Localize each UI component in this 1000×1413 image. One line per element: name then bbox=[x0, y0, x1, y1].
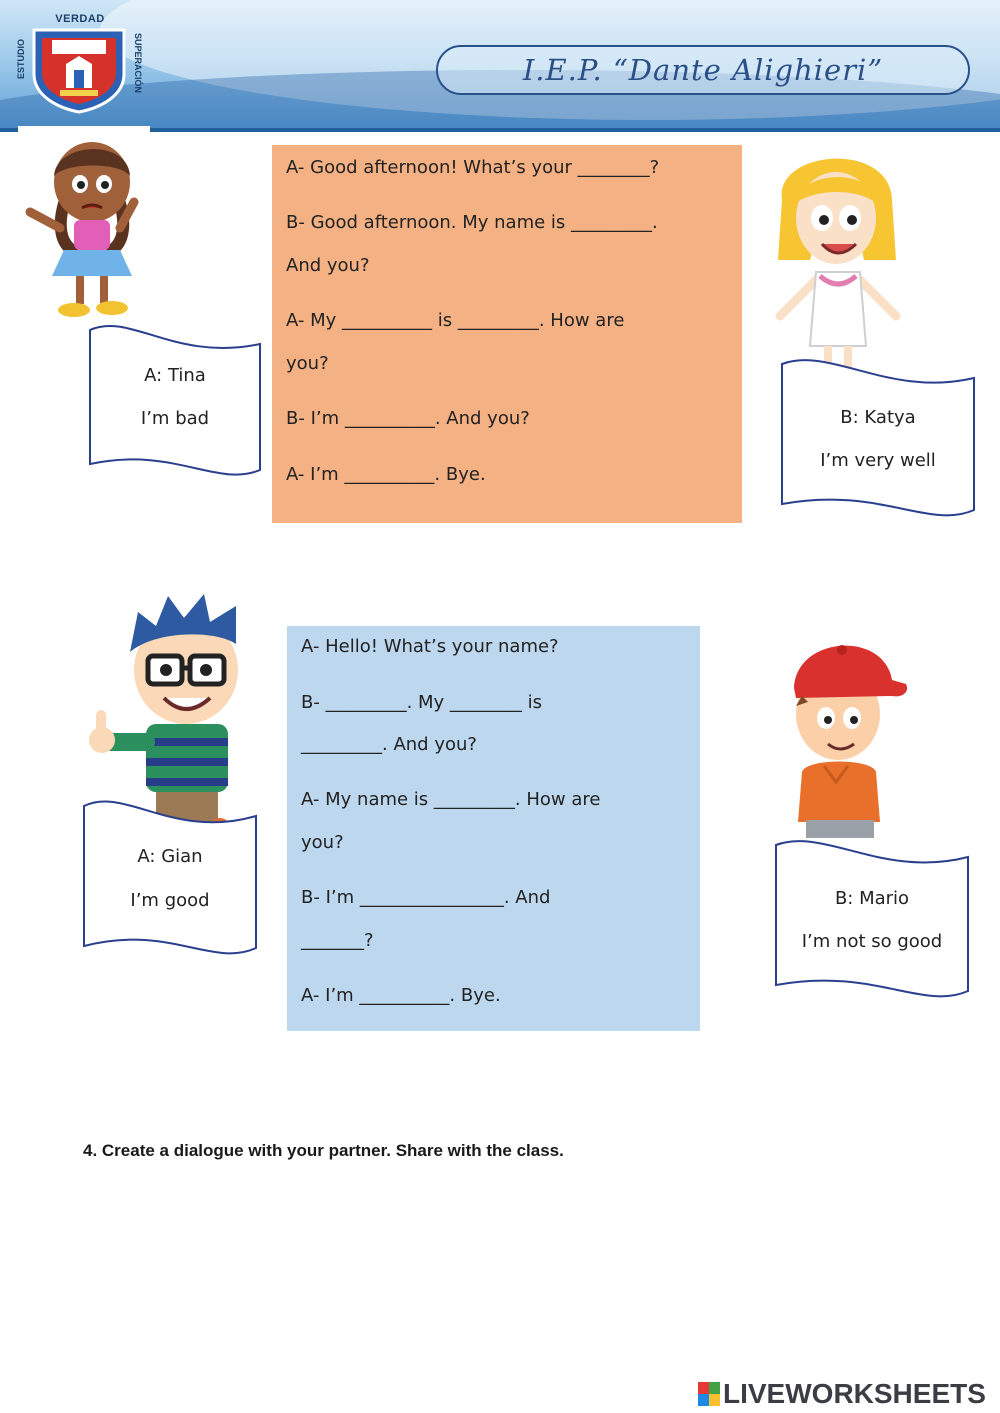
mario-card bbox=[773, 833, 971, 1013]
dialogue-2-line-6: B- I’m ________________. And bbox=[301, 887, 551, 908]
mario-feeling: I’m not so good bbox=[801, 931, 943, 952]
katya-name: B: Katya bbox=[840, 407, 916, 428]
school-crest-icon bbox=[30, 26, 128, 114]
dialogue-1-line-1: A- Good afternoon! What’s your ________? bbox=[286, 157, 660, 178]
mario-character-image bbox=[776, 622, 916, 840]
liveworksheets-logo-icon bbox=[698, 1382, 720, 1406]
mario-name: B: Mario bbox=[834, 888, 910, 909]
dialogue-1-line-6: B- I’m __________. And you? bbox=[286, 408, 530, 429]
dialogue-1-line-5: you? bbox=[286, 353, 329, 374]
logo-word-top: VERDAD bbox=[55, 13, 105, 25]
dialogue-box-1 bbox=[272, 145, 742, 523]
tina-card bbox=[87, 318, 263, 490]
brand-text: LIVEWORKSHEETS bbox=[723, 1378, 986, 1409]
katya-feeling: I’m very well bbox=[820, 450, 936, 471]
instruction-text: 4. Create a dialogue with your partner. Share with the class. bbox=[83, 1141, 564, 1160]
tina-name: A: Tina bbox=[144, 365, 206, 386]
dialogue-1-line-2: B- Good afternoon. My name is _________. bbox=[286, 212, 658, 233]
katya-card bbox=[779, 352, 977, 532]
dialogue-2-line-3: _________. And you? bbox=[301, 734, 477, 755]
dialogue-box-2 bbox=[287, 626, 700, 1031]
dialogue-1-line-4: A- My __________ is _________. How are bbox=[286, 310, 625, 331]
school-title: I.E.P. “Dante Alighieri” bbox=[522, 53, 884, 87]
dialogue-2-line-2: B- _________. My ________ is bbox=[301, 692, 543, 713]
logo-word-left: ESTUDIO bbox=[16, 39, 26, 80]
dialogue-2-line-4: A- My name is _________. How are bbox=[301, 789, 601, 810]
dialogue-2-line-5: you? bbox=[301, 832, 344, 853]
dialogue-2-line-7: _______? bbox=[301, 930, 374, 951]
dialogue-2-line-1: A- Hello! What’s your name? bbox=[301, 636, 559, 657]
school-title-box bbox=[436, 45, 970, 95]
gian-feeling: I’m good bbox=[130, 890, 210, 911]
dialogue-1-line-7: A- I’m __________. Bye. bbox=[286, 464, 486, 485]
dialogue-2-line-8: A- I’m __________. Bye. bbox=[301, 985, 501, 1006]
gian-card bbox=[81, 792, 259, 972]
tina-character-image bbox=[16, 132, 156, 324]
liveworksheets-brand[interactable] bbox=[698, 1378, 986, 1410]
tina-feeling: I’m bad bbox=[140, 408, 210, 429]
logo-word-right: SUPERACIÓN bbox=[133, 33, 143, 94]
gian-name: A: Gian bbox=[137, 846, 203, 867]
dialogue-1-line-3: And you? bbox=[286, 255, 370, 276]
katya-character-image bbox=[760, 140, 910, 380]
